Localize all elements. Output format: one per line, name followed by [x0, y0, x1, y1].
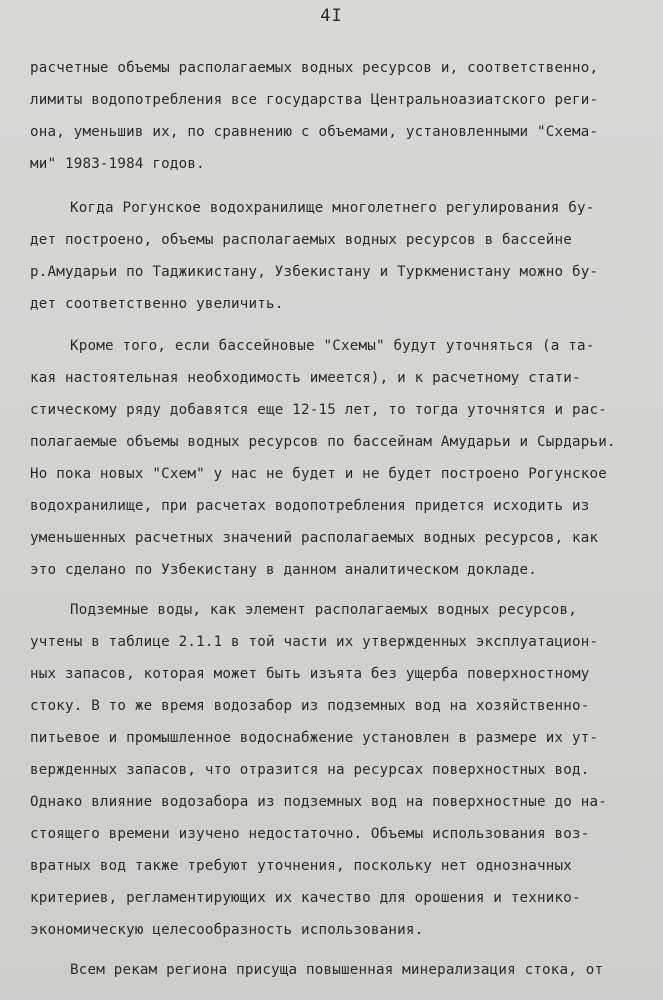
text-line: ми" 1983-1984 годов.	[30, 156, 205, 172]
text-line: она, уменьшив их, по сравнению с объемами, установленными "Схема-	[30, 124, 599, 140]
text-line: это сделано по Узбекистану в данном аналитическом докладе.	[30, 562, 538, 578]
text-line: учтены в таблице 2.1.1 в той части их утвержденных эксплуатацион-	[30, 634, 599, 650]
text-line: дет соответственно увеличить.	[30, 296, 284, 312]
text-line: вратных вод также требуют уточнения, поскольку нет однозначных	[30, 858, 572, 874]
text-line: стическому ряду добавятся еще 12-15 лет, то тогда уточнятся и рас-	[30, 402, 607, 418]
text-line: уменьшенных расчетных значений располагаемых водных ресурсов, как	[30, 530, 599, 546]
text-line: Всем рекам региона присуща повышенная минерализация стока, от	[70, 962, 604, 978]
text-line: расчетные объемы располагаемых водных ресурсов и, соответственно,	[30, 60, 599, 76]
text-line: дет построено, объемы располагаемых водных ресурсов в бассейне	[30, 232, 572, 248]
paragraph-groundwater	[30, 594, 645, 946]
text-line: критериев, регламентирующих их качество для орошения и технико-	[30, 890, 581, 906]
text-line: питьевое и промышленное водоснабжение установлен в размере их ут-	[30, 730, 599, 746]
text-line: Однако влияние водозабора из подземных вод на поверхностные до на-	[30, 794, 607, 810]
text-line: экономическую целесообразность использования.	[30, 922, 424, 938]
text-line: Но пока новых "Схем" у нас не будет и не будет построено Рогунское	[30, 466, 607, 482]
text-line: стоку. В то же время водозабор из подземных вод на хозяйственно-	[30, 698, 590, 714]
text-line: р.Амударьи по Таджикистану, Узбекистану и Туркменистану можно бу-	[30, 264, 599, 280]
paragraph-mineralization	[30, 954, 645, 986]
paragraph-rogun-reservoir	[30, 192, 645, 320]
text-line: полагаемые объемы водных ресурсов по бассейнам Амударьи и Сырдарьи.	[30, 434, 616, 450]
text-line: стоящего времени изучено недостаточно. Объемы использования воз-	[30, 826, 590, 842]
text-line: вержденных запасов, что отразится на ресурсах поверхностных вод.	[30, 762, 590, 778]
text-line: кая настоятельная необходимость имеется), и к расчетному стати-	[30, 370, 581, 386]
text-line: ных запасов, которая может быть изъята без ущерба поверхностному	[30, 666, 590, 682]
paragraph-basin-schemes	[30, 330, 645, 586]
text-line: Когда Рогунское водохранилище многолетнего регулирования бу-	[70, 200, 595, 216]
text-line: Кроме того, если бассейновые "Схемы" будут уточняться (а та-	[70, 338, 595, 354]
text-line: Подземные воды, как элемент располагаемых водных ресурсов,	[70, 602, 578, 618]
text-line: лимиты водопотребления все государства Центральноазиатского реги-	[30, 92, 599, 108]
paragraph-water-limits	[30, 52, 645, 180]
page-number: 4I	[320, 6, 343, 26]
text-line: водохранилище, при расчетах водопотребления придется исходить из	[30, 498, 590, 514]
